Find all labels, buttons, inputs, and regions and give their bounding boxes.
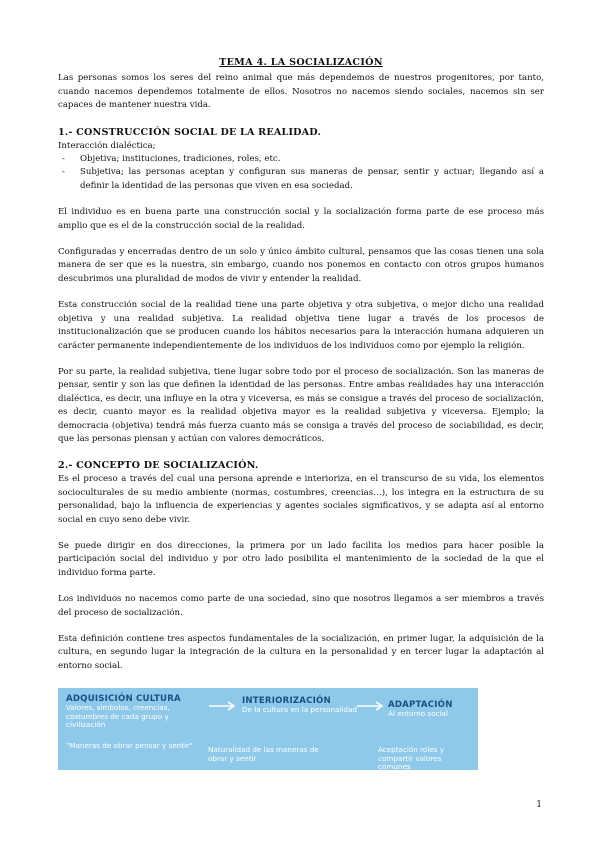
section-1-list — [58, 153, 544, 193]
socialization-diagram — [58, 688, 478, 770]
section-1-paragraph: Configuradas y encerradas dentro de un solo y único ámbito cultural, pensamos que las cosas tienen una sola manera de ser que es la nuestra, sin embargo, cuando nos ponemos en contacto con otros grupos humanos descubrimos una pluralidad de modos de vivir y entender la realidad. — [58, 247, 544, 284]
arrow-right-icon — [356, 700, 386, 712]
diagram-col-adaptacion — [388, 700, 474, 719]
section-1-paragraph: El individuo es en buena parte una construcción social y la socialización forma parte de ese proceso más amplio que es el de la construcción social de la realidad. — [58, 207, 544, 231]
diagram-col-interiorizacion — [242, 696, 360, 715]
diagram-note: "Maneras de obrar pensar y sentir" — [66, 741, 193, 750]
section-1-heading: 1.- CONSTRUCCIÓN SOCIAL DE LA REALIDAD. — [58, 126, 322, 138]
diagram-note: Aceptación roles y compartir valores comunes — [378, 745, 445, 772]
intro-paragraph: Las personas somos los seres del reino animal que más dependemos de nuestros progenitores, por tanto, cuando nacemos dependemos totalmente de ellos. Nosotros no nacemos siendo sociales, nacemos sin ser capaces de mantener nuestra vida. — [58, 73, 544, 111]
diagram-subtitle: Valores, símbolos, creencias, costumbres de cada grupo y civilización — [66, 703, 170, 730]
section-2-paragraph: Es el proceso a través del cual una persona aprende e interioriza, en el transcurso de su vida, los elementos socioculturales de su medio ambiente (normas, costumbres, creencias…), los integra en la estructura de su personalidad, bajo la influencia de experiencias y agentes sociales significativos, y se adapta así al entorno social en cuyo seno debe vivir. — [58, 474, 544, 525]
arrow-right-icon — [208, 700, 238, 712]
diagram-title: ADAPTACIÓN — [388, 700, 453, 710]
section-1-lead: Interacción dialéctica; — [58, 140, 156, 151]
diagram-subtitle: Al entorno social — [388, 709, 448, 718]
section-2-paragraph: Se puede dirigir en dos direcciones, la primera por un lado facilita los medios para hacer posible la participación social del individuo y por otro lado posibilita el mantenimiento de la sociedad de la que el individuo forma parte. — [58, 540, 544, 578]
section-1-paragraph: Esta construcción social de la realidad tiene una parte objetiva y otra subjetiva, o mejor dicho una realidad objetiva y una realidad subjetiva. La realidad objetiva tiene lugar a través de los procesos de institucionalización que se producen cuando los hábitos necesarios para la interacción humana adquieren un carácter permanente independientemente de los individuos de los individuos como por ejemplo la religión. — [58, 300, 544, 351]
section-1-paragraph: Por su parte, la realidad subjetiva, tiene lugar sobre todo por el proceso de socialización. Son las maneras de pensar, sentir y son las que definen la identidad de las personas. Entre ambas realidades hay una interacción dialéctica, es decir, una influye en la otra y viceversa, es más se consigue a través del proceso de socialización, es decir, cuanto mayor es la realidad objetiva mayor es la realidad subjetiva y viceversa. Ejemplo; la democracia (objetiva) tendrá más fuerza cuanto más se consiga a través del proceso de sociabilidad, es decir, que las personas piensan y actúan con valores democráticos. — [58, 366, 544, 444]
list-item: - Objetiva; instituciones, tradiciones, roles, etc. — [58, 153, 544, 166]
diagram-col-adquisicion — [66, 694, 206, 730]
section-2-paragraph: Esta definición contiene tres aspectos fundamentales de la socialización, en primer lugar, la adquisición de la cultura, en segundo lugar la integración de la cultura en la personalidad y en tercer lugar la adaptación al entorno social. — [58, 634, 544, 671]
diagram-title: ADQUISICIÓN CULTURA — [66, 694, 181, 704]
diagram-subtitle: De la cultura en la personalidad — [242, 705, 357, 714]
section-2-paragraph: Los individuos no nacemos como parte de una sociedad, sino que nosotros llegamos a ser miembros a través del proceso de socialización. — [58, 594, 544, 618]
document-body — [58, 56, 544, 673]
diagram-title: INTERIORIZACIÓN — [242, 696, 331, 706]
section-2-heading: 2.- CONCEPTO DE SOCIALIZACIÓN. — [58, 460, 259, 472]
list-item: - Subjetiva; las personas aceptan y configuran sus maneras de pensar, sentir y actuar; llegando así a definir la identidad de las personas que viven en esa sociedad. — [58, 166, 544, 193]
diagram-note: Naturalidad de las maneras de obrar y sentir — [208, 745, 319, 763]
document-title: TEMA 4. LA SOCIALIZACIÓN — [219, 57, 383, 68]
page-number: 1 — [536, 800, 542, 810]
